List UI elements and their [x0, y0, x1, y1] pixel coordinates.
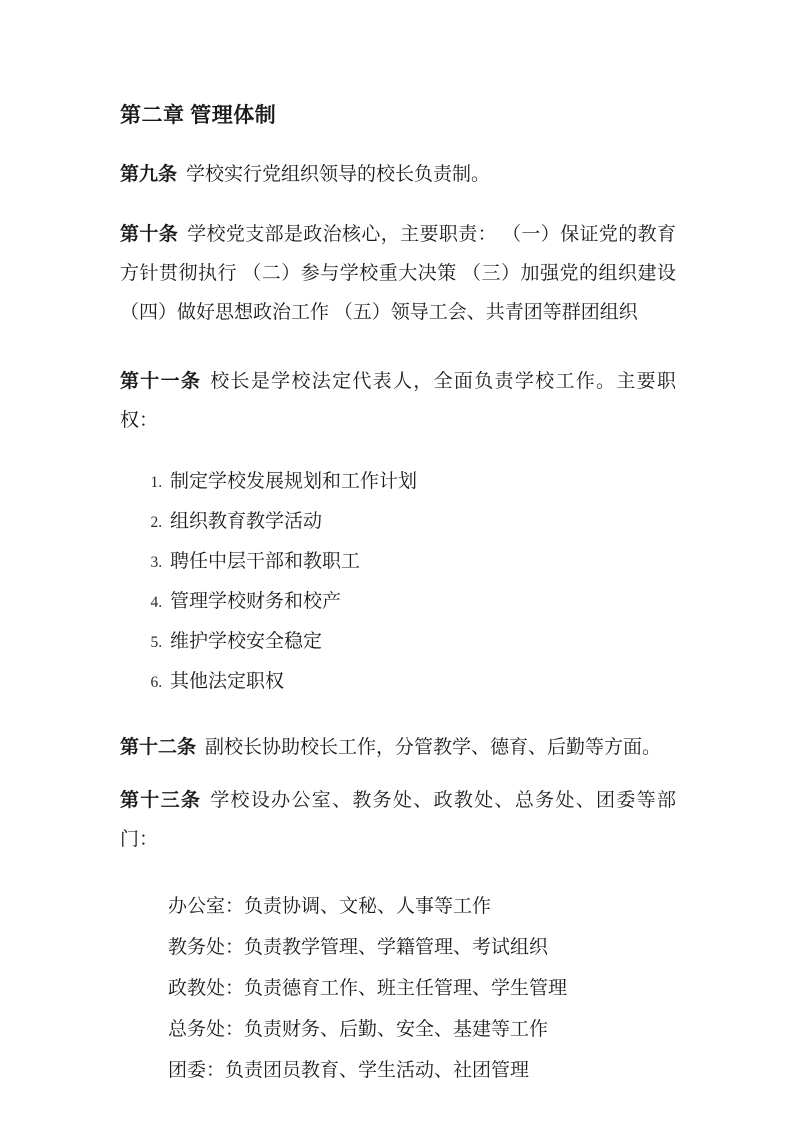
article-12-text: 副校长协助校长工作，分管教学、德育、后勤等方面。 [205, 737, 662, 758]
article-12 [120, 728, 676, 767]
department-item: 团委：负责团员教育、学生活动、社团管理 [168, 1060, 530, 1081]
article-11-label: 第十一条 [120, 371, 202, 392]
article-12-label: 第十二条 [120, 737, 197, 758]
principal-power-item: 2. 组织教育教学活动 [166, 502, 676, 541]
article-11-text: 校长是学校法定代表人，全面负责学校工作。主要职权： [120, 371, 676, 431]
article-13-label: 第十三条 [120, 790, 202, 811]
department-item: 教务处：负责教学管理、学籍管理、考试组织 [168, 937, 549, 958]
article-13-text: 学校设办公室、教务处、政教处、总务处、团委等部门： [120, 790, 676, 850]
article-9-label: 第九条 [120, 164, 178, 185]
principal-power-item: 1. 制定学校发展规划和工作计划 [166, 462, 676, 501]
chapter-heading: 第二章 管理体制 [120, 103, 277, 127]
article-10-label: 第十条 [120, 224, 179, 245]
department-item: 政教处：负责德育工作、班主任管理、学生管理 [168, 978, 568, 999]
article-10-text: 学校党支部是政治核心，主要职责： （一）保证党的教育方针贯彻执行 （二）参与学校重大决策 （三）加强党的组织建设 （四）做好思想政治工作 （五）领导工会、共青团等群团组织 [120, 224, 676, 323]
principal-power-item: 6. 其他法定职权 [166, 662, 676, 701]
article-13 [120, 781, 676, 859]
departments-list [120, 887, 676, 1090]
principal-power-item: 3. 聘任中层干部和教职工 [166, 542, 676, 581]
principal-powers-list [120, 462, 676, 701]
department-item: 办公室：负责协调、文秘、人事等工作 [168, 896, 492, 917]
department-item: 总务处：负责财务、后勤、安全、基建等工作 [168, 1019, 549, 1040]
principal-power-item: 4. 管理学校财务和校产 [166, 582, 676, 621]
principal-power-item: 5. 维护学校安全稳定 [166, 622, 676, 661]
article-10 [120, 215, 676, 332]
article-9 [120, 155, 676, 194]
article-9-text: 学校实行党组织领导的校长负责制。 [186, 164, 491, 185]
article-11 [120, 362, 676, 440]
